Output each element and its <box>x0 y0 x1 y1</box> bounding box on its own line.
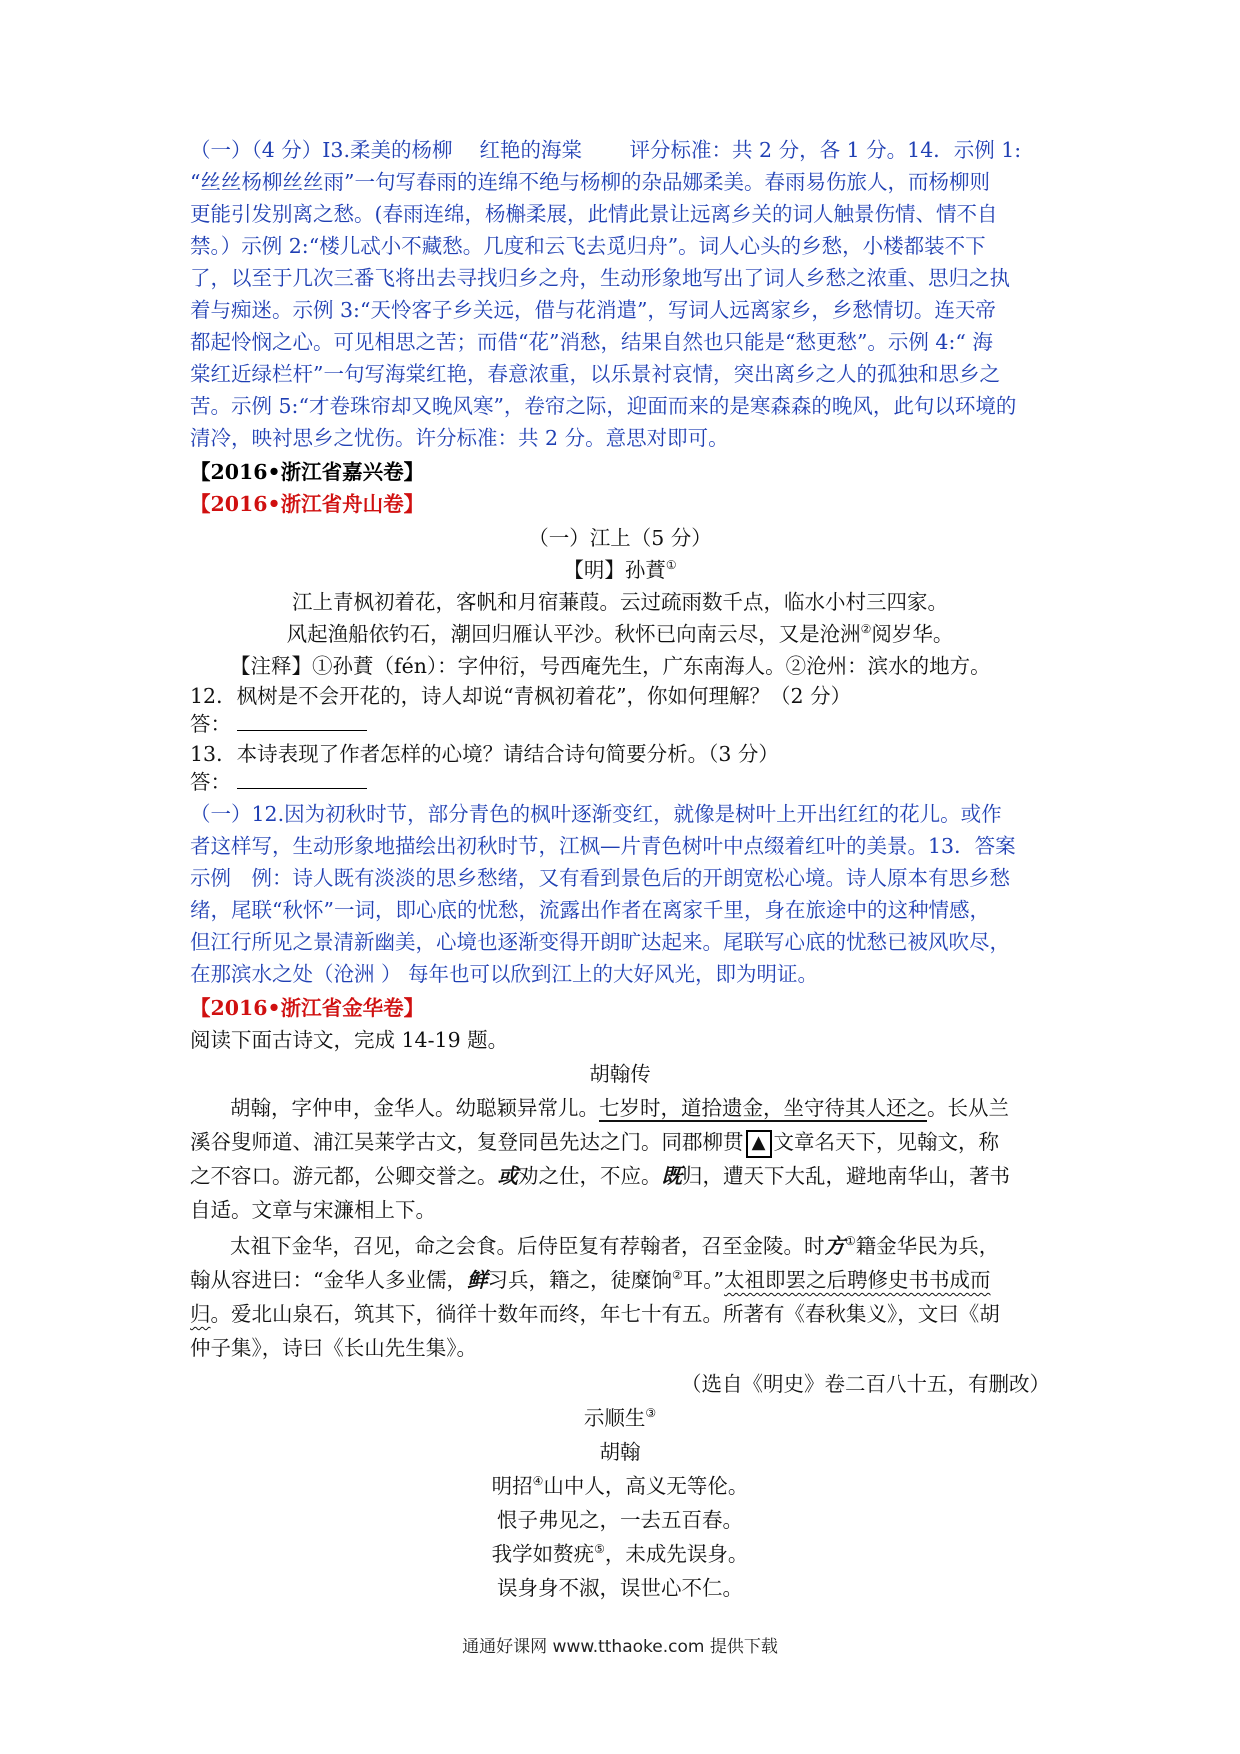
passage-source: （选自《明史》卷二百八十五，有删改） <box>681 1372 1050 1396</box>
answer-line: 了，以至于几次三番飞将出去寻找归乡之舟，生动形象地写出了词人乡愁之浓重、思归之执 <box>190 266 1010 290</box>
answer-underline <box>237 768 367 789</box>
poem-author: 【明】孙蕡① <box>563 558 677 582</box>
poem2-line: 我学如赘疣⑤，未成先误身。 <box>491 1542 749 1566</box>
passage-line: 太祖下金华，召见，命之会食。后侍臣复有荐翰者，召至金陵。时方①籍金华民为兵， <box>230 1234 1000 1258</box>
passage-line: 翰从容进曰：“金华人多业儒，鲜习兵，籍之，徒糜饷②耳。”太祖即罢之后聘修史书书成而 <box>190 1268 991 1292</box>
answer-line: 但江行所见之景清新幽美，心境也逐渐变得开朗旷达起来。尾联写心底的忧愁已被风吹尽， <box>190 930 1010 954</box>
answer-line: 苦。示例 5:“才卷珠帘却又晚风寒”，卷帘之际，迎面而来的是寒森森的晚风，此句以环境的 <box>190 394 1017 418</box>
answer-line: “丝丝杨柳丝丝雨”一句写春雨的连绵不绝与杨柳的杂品娜柔美。春雨易伤旅人，而杨柳则 <box>190 170 990 194</box>
passage-line: 溪谷叟师道、浦江吴莱学古文，复登同邑先达之门。同郡柳贯 ▲ 文章名天下，见翰文，称 <box>190 1126 1050 1159</box>
passage-line: 仲子集》，诗曰《长山先生集》。 <box>190 1336 477 1360</box>
poem-title: （一）江上（5 分） <box>528 526 712 550</box>
blank-triangle-box: ▲ <box>746 1130 772 1158</box>
answer-line: 着与痴迷。示例 3:“天怜客子乡关远，借与花消遣”，写词人远离家乡，乡愁情切。连天帝 <box>190 298 996 322</box>
question-12: 12．枫树是不会开花的，诗人却说“青枫初着花”，你如何理解？（2 分） <box>190 684 852 708</box>
poem2-line: 明招④山中人，高义无等伦。 <box>491 1474 749 1498</box>
passage-line: 之不容口。游元都，公卿交誉之。或劝之仕，不应。既归，遭天下大乱，避地南华山，著书 <box>190 1164 1010 1188</box>
answer-line: （一）12.因为初秋时节，部分青色的枫叶逐渐变红，就像是树叶上开出红红的花儿。或作 <box>190 802 1002 826</box>
heading-jiaxing: 【2016•浙江省嘉兴卷】 <box>190 460 425 484</box>
answer-line: 者这样写，生动形象地描绘出初秋时节，江枫—片青色树叶中点缀着红叶的美景。13．答案 <box>190 834 1016 858</box>
question-13: 13．本诗表现了作者怎样的心境？请结合诗句简要分析。（3 分） <box>190 742 779 766</box>
passage-line: 胡翰，字仲申，金华人。幼聪颖异常儿。七岁时，道拾遗金，坐守待其人还之。长从兰 <box>230 1096 1009 1120</box>
emphasized-char: 或 <box>497 1164 518 1188</box>
page-footer: 通通好课网 www.tthaoke.com 提供下载 <box>462 1637 778 1657</box>
passage-line: 自适。文章与宋濂相上下。 <box>190 1198 436 1222</box>
answer-line: 在那滨水之处（沧洲 ） 每年也可以欣到江上的大好风光，即为明证。 <box>190 962 819 986</box>
emphasized-char: 鲜 <box>466 1268 488 1292</box>
poem2-title: 示顺生③ <box>583 1406 657 1430</box>
answer-blank-12: 答： <box>190 708 1050 741</box>
passage-title: 胡翰传 <box>589 1062 651 1086</box>
answer-line: 清冷，映衬思乡之忧伤。许分标准：共 2 分。意思对即可。 <box>190 426 729 450</box>
poem-line: 江上青枫初着花，客帆和月宿蒹葭。云过疏雨数千点，临水小村三四家。 <box>292 590 948 614</box>
emphasized-char: 方 <box>824 1234 845 1258</box>
emphasized-char: 既 <box>661 1164 682 1188</box>
passage-line: 归。爱北山泉石，筑其下，徜徉十数年而终，年七十有五。所著有《春秋集义》，文曰《胡 <box>190 1302 1000 1326</box>
poem-line: 风起渔船依钓石，潮回归雁认平沙。秋怀已向南云尽，又是沧洲②阅岁华。 <box>286 622 954 646</box>
answer-line: 棠红近绿栏杆”一句写海棠红艳，春意浓重，以乐景衬哀情，突出离乡之人的孤独和思乡之 <box>190 362 1000 386</box>
answer-underline <box>237 710 367 731</box>
wavy-underlined-sentence: 归 <box>190 1302 211 1326</box>
answer-line: 示例 例：诗人既有淡淡的思乡愁绪，又有看到景色后的开朗宽松心境。诗人原本有思乡愁 <box>190 866 1010 890</box>
answer-line: 禁。）示例 2:“楼儿忒小不藏愁。几度和云飞去觅归舟”。词人心头的乡愁，小楼都装不下 <box>190 234 986 258</box>
heading-jinhua: 【2016•浙江省金华卷】 <box>190 996 425 1020</box>
answer-blank-13: 答： <box>190 766 1050 799</box>
answer-line: 都起怜悯之心。可见相思之苦；而借“花”消愁，结果自然也只能是“愁更愁”。示例 4:“ 海 <box>190 330 993 354</box>
poem2-author: 胡翰 <box>599 1440 641 1464</box>
wavy-underlined-sentence: 太祖即罢之后聘修史书书成而 <box>723 1268 991 1292</box>
heading-zhoushan: 【2016•浙江省舟山卷】 <box>190 492 425 516</box>
answer-line: （一）（4 分）I3.柔美的杨柳 红艳的海棠 评分标准：共 2 分，各 1 分。14．示例 1: <box>190 138 1022 162</box>
underlined-sentence: 七岁时，道拾遗金，坐守待其人还之 <box>599 1096 927 1120</box>
poem2-line: 恨子弗见之，一去五百春。 <box>497 1508 743 1532</box>
poem-annotation: 【注释】①孙蕡（fén）：字仲衍，号西庵先生，广东南海人。②沧州：滨水的地方。 <box>230 654 991 678</box>
answer-line: 更能引发别离之愁。(春雨连绵，杨槲柔展，此情此景让远离乡关的词人触景伤情、情不自 <box>190 202 998 226</box>
answer-line: 绪，尾联“秋怀”一词，即心底的忧愁，流露出作者在离家千里，身在旅途中的这种情感， <box>190 898 990 922</box>
instruction: 阅读下面古诗文，完成 14-19 题。 <box>190 1028 509 1052</box>
poem2-line: 误身身不淑，误世心不仁。 <box>497 1576 743 1600</box>
